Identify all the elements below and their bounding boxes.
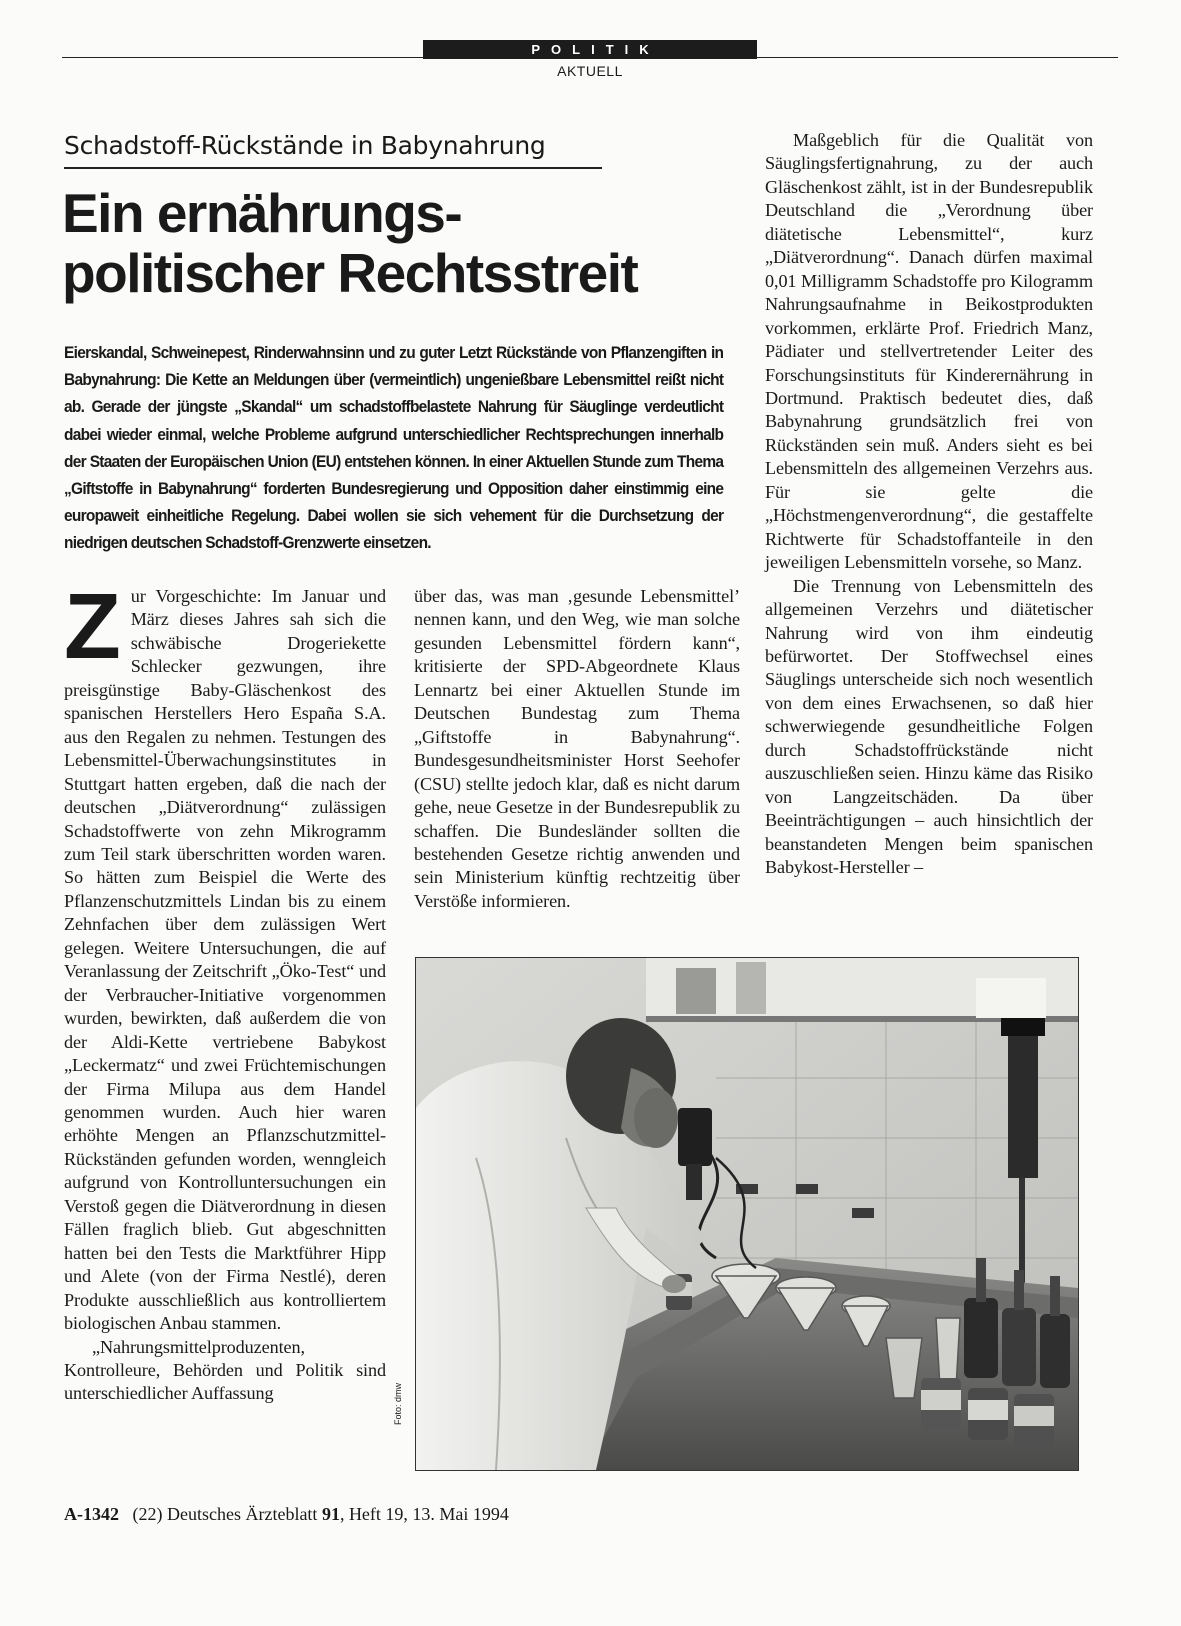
paragraph: „Nahrungsmittelproduzenten, Kontrolleure, Behörden und Politik sind unterschiedlicher Auffassung: [64, 1336, 386, 1404]
paragraph: [64, 574, 386, 1336]
volume-number: 91: [321, 1504, 340, 1524]
article-headline: [62, 183, 742, 303]
lab-photo: [415, 957, 1079, 1471]
headline-line-2: politischer Rechtsstreit: [62, 242, 638, 304]
paragraph: Maßgeblich für die Qualität von Säuglingsfertignahrung, zu der auch Gläschenkost zählt, ist in der Bundesrepublik Deutschland die „Verordnung über diätetische Lebensmittel“, kurz „Diätverordnung“. Danach dürfen maximal 0,01 Milligramm Schadstoffe pro Kilogramm Nahrungsaufnahme in Beikostprodukten vorkommen, erklärte Prof. Friedrich Manz, Pädiater und stellvertretender Leiter des Forschungsinstituts für Kinderernährung in Dortmund. Praktisch bedeutet dies, daß Babynahrung grundsätzlich frei von Rückständen sein muß. Anders sieht es bei Lebensmitteln des allgemeinen Verzehrs aus. Für sie gelte die „Höchstmengenverordnung“, die gestaffelte Richtwerte für Schadstoffanteile in den jeweiligen Lebensmitteln vorsehe, so Manz.: [765, 130, 1093, 573]
article-column-3: [765, 129, 1093, 880]
publication-name: (22) Deutsches Ärzteblatt: [132, 1504, 318, 1524]
article-kicker: Schadstoff-Rückstände in Babynahrung: [64, 131, 546, 160]
page-number: A-1342: [64, 1504, 119, 1524]
headline-line-1: Ein ernährungs-: [62, 182, 462, 244]
drop-cap: Z: [64, 574, 121, 678]
article-lead: Eierskandal, Schweinepest, Rinderwahnsinn und zu guter Letzt Rückstände von Pflanzengiften in Babynahrung: Die Kette an Meldungen über (vermeintlich) ungenießbare Lebensmittel reißt nicht ab. Gerade der jüngste „Skandal“ um schadstoffbelastete Nahrung für Säuglinge verdeutlicht dabei wieder einmal, welche Probleme aufgrund unterschiedlicher Rechtsprechungen innerhalb der Staaten der Europäischen Union (EU) entstehen können. In einer Aktuellen Stunde zum Thema „Giftstoffe in Babynahrung“ forderten Bundesregierung und Opposition daher einstimmig eine europaweit einheitliche Regelung. Dabei wollen sie sich vehement für die Durchsetzung der niedrigen deutschen Schadstoff-Grenzwerte einsetzen.: [64, 344, 724, 553]
paragraph: Die Trennung von Lebensmitteln des allgemeinen Verzehrs und diätetischer Nahrung wird von ihm eindeutig befürwortet. Der Stoffwechsel eines Säuglings unterscheide sich noch wesentlich von dem eines Erwachsenen, so daß hier schwerwiegende gesundheitliche Folgen durch Schadstoffrückstände nicht auszuschließen seien. Hinzu käme das Risiko von Langzeitschäden. Da über Beeinträchtigungen – auch hinsichtlich der beanstandeten Mengen beim spanischen Babykost-Hersteller –: [765, 575, 1093, 878]
photo-credit: Foto: dmw: [393, 1382, 403, 1425]
kicker-underline: [64, 167, 602, 169]
article-column-2: [414, 585, 740, 913]
issue-date: , Heft 19, 13. Mai 1994: [339, 1504, 509, 1524]
section-label: POLITIK: [423, 40, 757, 59]
lab-photo-illustration: [416, 958, 1078, 1470]
subsection-label: AKTUELL: [557, 63, 623, 79]
article-column-1: [64, 574, 386, 1406]
paragraph: über das, was man ‚gesunde Lebensmittel’ nennen kann, und den Weg, wie man solche gesunden Lebensmittel fördern kann“, kritisierte der SPD-Abgeordnete Klaus Lennartz bei einer Aktuellen Stunde im Deutschen Bundestag zum Thema „Giftstoffe in Babynahrung“. Bundesgesundheitsminister Horst Seehofer (CSU) stellte jedoch klar, daß es nicht darum gehe, neue Gesetze in der Bundesrepublik zu schaffen. Die Bundesländer sollten die bestehenden Gesetze richtig anwenden und sein Ministerium künftig rechtzeitig über Verstöße informieren.: [414, 586, 740, 911]
page-footer: [64, 1504, 509, 1525]
paragraph-text: ur Vorgeschichte: Im Januar und März dieses Jahres sah sich die schwäbische Drogeriekette Schlecker gezwungen, ihre preisgünstige Baby-Gläschenkost des spanischen Herstellers Hero España S.A. aus den Regalen zu nehmen. Testungen des Lebensmittel-Überwachungsinstitutes in Stuttgart hatten ergeben, daß die nach der deutschen „Diätverordnung“ zulässigen Schadstoffwerte von zehn Mikrogramm zum Teil stark überschritten worden waren. So hätten zum Beispiel die Werte des Pflanzenschutzmittels Lindan bis zu einem Zehnfachen über dem zulässigen Wert gelegen. Weitere Untersuchungen, die auf Veranlassung der Zeitschrift „Öko-Test“ und der Verbraucher-Initiative vorgenommen wurden, bewirkten, daß außerdem die von der Aldi-Kette vertriebene Babykost „Leckermatz“ und zwei Früchtemischungen der Firma Milupa aus dem Handel genommen wurden. Auch hier waren erhöhte Mengen an Pflanzschutzmittel-Rückständen gefunden worden, wenngleich aufgrund von Kontrolluntersuchungen ein Verstoß gegen die Diätverordnung in diesen Fällen fraglich blieb. Gut abgeschnitten hatten bei den Tests die Marktführer Hipp und Alete (von der Firma Nestlé), deren Produkte ausschließlich aus kontrolliertem biologischen Anbau stammen.: [64, 586, 386, 1334]
